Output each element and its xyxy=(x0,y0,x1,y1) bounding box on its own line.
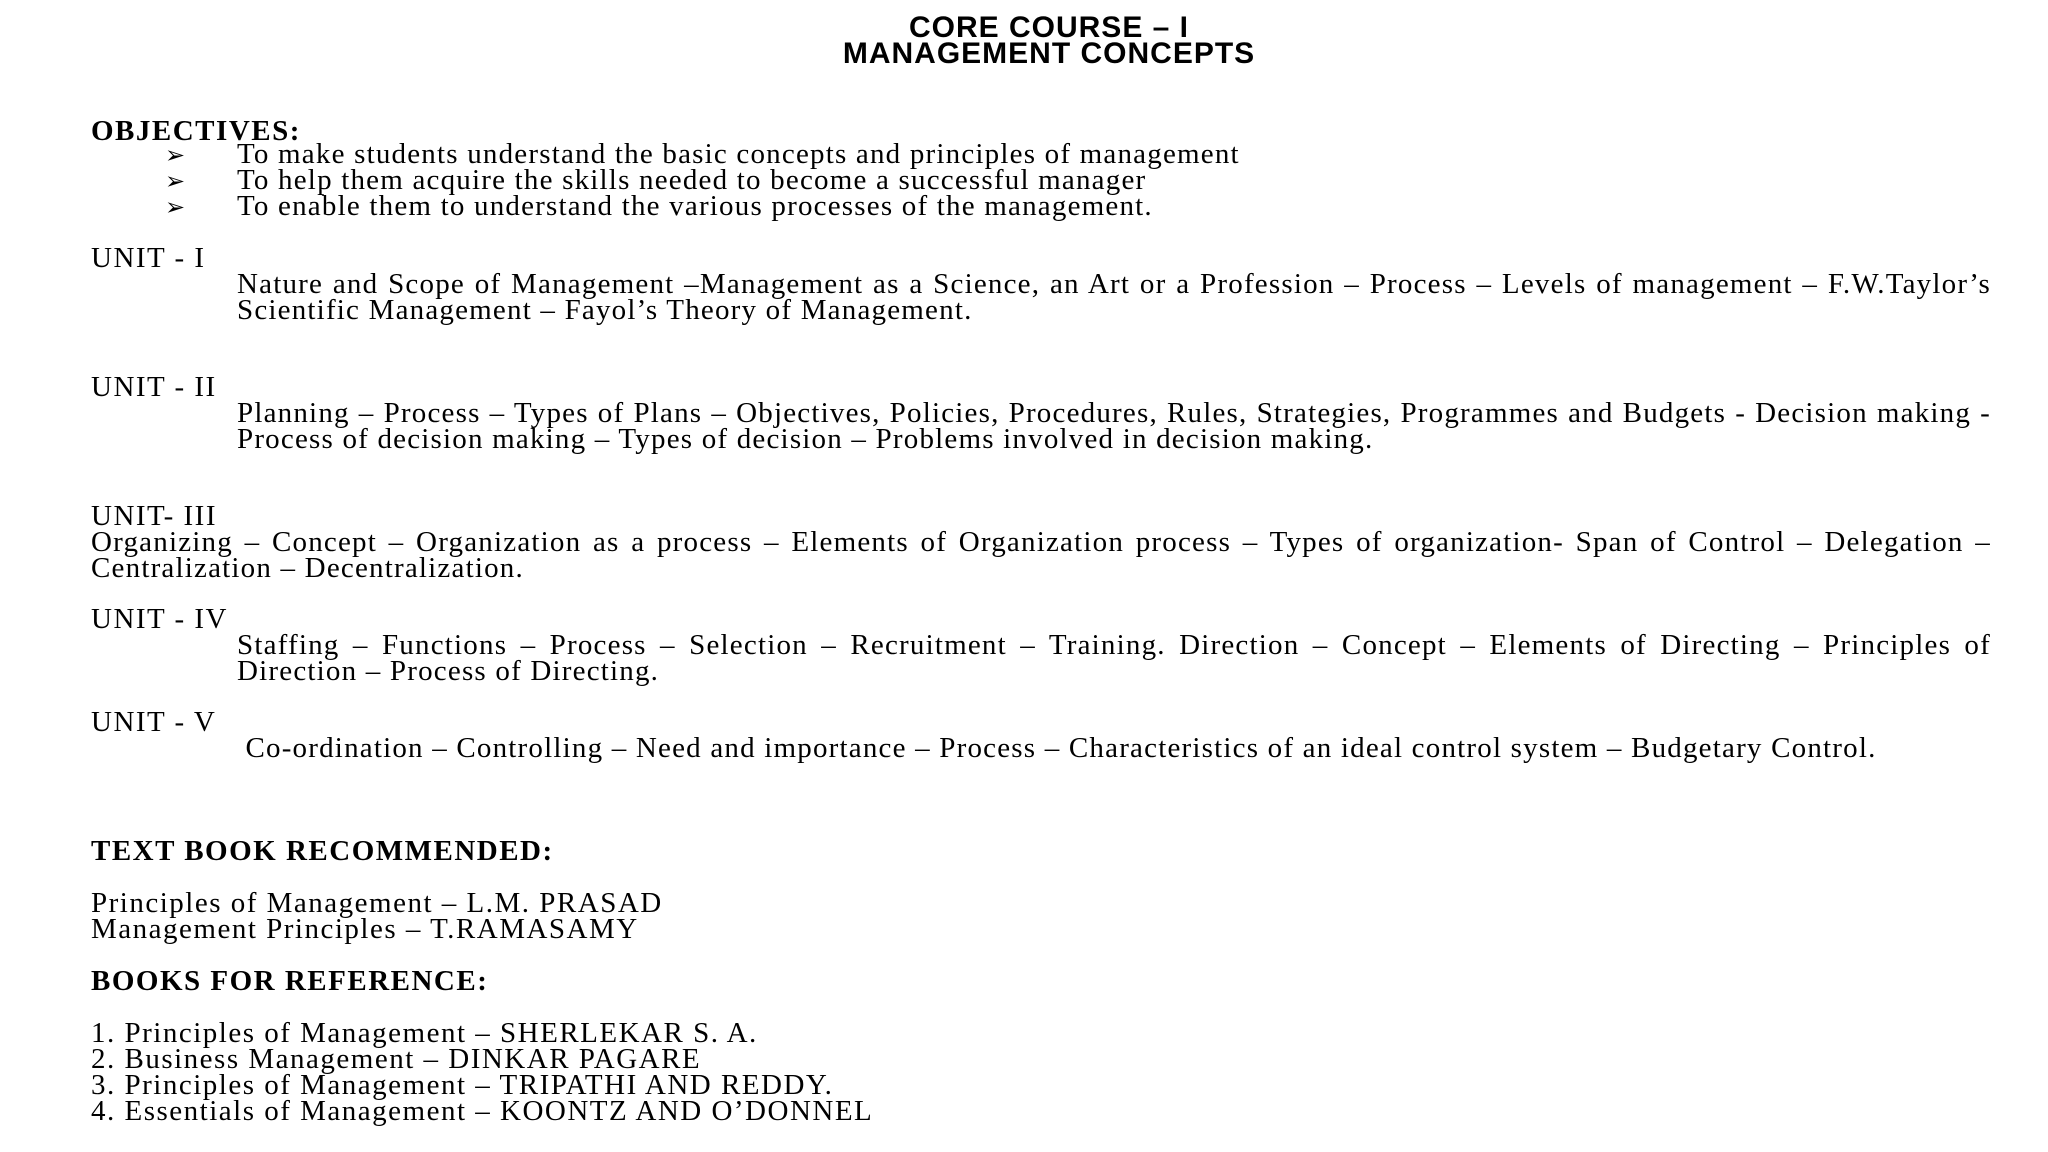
reference-heading: BOOKS FOR REFERENCE: xyxy=(91,965,489,997)
reference-item: 1. Principles of Management – SHERLEKAR S. A. xyxy=(91,1017,758,1049)
unit-4-label: UNIT - IV xyxy=(91,603,228,635)
textbook-heading: TEXT BOOK RECOMMENDED: xyxy=(91,835,554,867)
reference-item: 2. Business Management – DINKAR PAGARE xyxy=(91,1043,702,1075)
unit-4-content: Staffing – Functions – Process – Selection – Recruitment – Training. Direction – Concept – Elements of Directing – Principles of Direction – Process of Directing. xyxy=(237,629,1991,687)
reference-item: 3. Principles of Management – TRIPATHI AND REDDY. xyxy=(91,1069,834,1101)
objectives-heading: OBJECTIVES: xyxy=(91,115,301,147)
objectives-list xyxy=(165,138,1240,222)
unit-2-label: UNIT - II xyxy=(91,371,217,403)
textbook-item: Principles of Management – L.M. PRASAD xyxy=(91,887,663,919)
unit-2-content: Planning – Process – Types of Plans – Objectives, Policies, Procedures, Rules, Strategies, Programmes and Budgets - Decision making - Process of decision making – Types of decision – Problems involved in decision making. xyxy=(237,397,1991,455)
unit-5-content: Co-ordination – Controlling – Need and importance – Process – Characteristics of an ideal control system – Budgetary Control. xyxy=(237,732,1877,764)
unit-5-label: UNIT - V xyxy=(91,706,217,738)
arrow-bullet-icon: ➢ xyxy=(165,141,187,169)
course-subtitle: MANAGEMENT CONCEPTS xyxy=(842,37,1256,70)
objective-item xyxy=(165,190,1240,222)
reference-item: 4. Essentials of Management – KOONTZ AND O’DONNEL xyxy=(91,1095,874,1127)
textbook-item: Management Principles – T.RAMASAMY xyxy=(91,913,639,945)
unit-1-content: Nature and Scope of Management –Management as a Science, an Art or a Profession – Process – Levels of management – F.W.Taylor’s Scientific Management – Fayol’s Theory of Management. xyxy=(237,268,1991,326)
arrow-bullet-icon: ➢ xyxy=(165,167,187,195)
unit-3-label: UNIT- III xyxy=(91,500,217,532)
arrow-bullet-icon: ➢ xyxy=(165,193,187,221)
objective-text: To help them acquire the skills needed to become a successful manager xyxy=(237,164,1147,196)
unit-3-content: Organizing – Concept – Organization as a process – Elements of Organization process – Types of organization- Span of Control – Delegation – Centralization – Decentralization. xyxy=(91,526,1991,584)
course-title: CORE COURSE – I xyxy=(908,11,1190,44)
unit-1-label: UNIT - I xyxy=(91,242,206,274)
objective-text: To make students understand the basic concepts and principles of management xyxy=(237,138,1240,170)
objective-text: To enable them to understand the various processes of the management. xyxy=(237,190,1153,222)
